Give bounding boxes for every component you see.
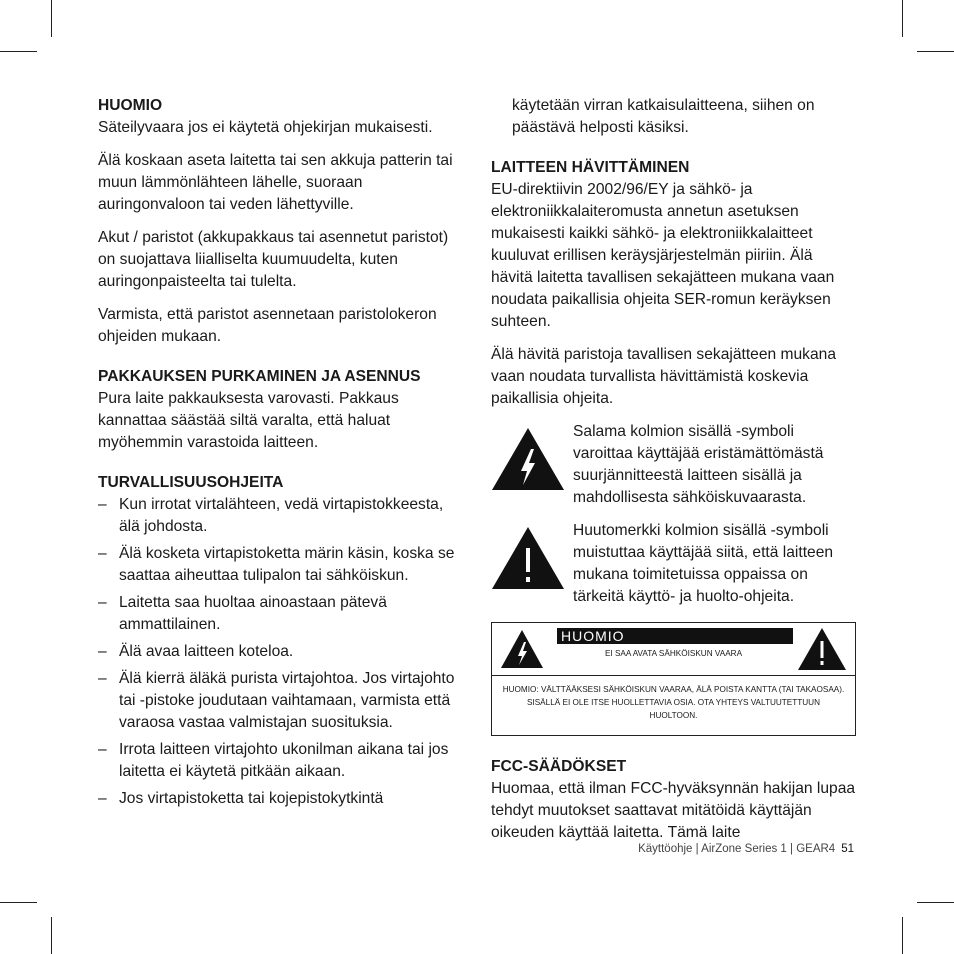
list-item-text: Kun irrotat virtalähteen, vedä virtapistokkeesta, älä johdosta.	[119, 496, 444, 535]
warning-bottom-text: HUOMIO: VÄLTTÄÄKSESI SÄHKÖISKUN VAARAA, ÄLÄ POISTA KANTTA (TAI TAKAOSAA). SISÄLLÄ EI OLE ITSE HUOLLETTAVIA OSIA. OTA YHTEYS VALTUUTETTUUN HUOLTOON.	[502, 685, 845, 720]
paragraph: Huomaa, että ilman FCC-hyväksynnän hakijan lupaa tehdyt muutokset saattavat mitätöidä käyttäjän oikeuden käyttää laitetta. Tämä laite	[491, 780, 856, 841]
list-item	[98, 668, 468, 734]
section-unpacking	[98, 366, 468, 454]
paragraph: Pura laite pakkauksesta varovasti. Pakkaus kannattaa säästää siltä varalta, että haluat myöhemmin varastoida laitteen.	[98, 390, 399, 451]
paragraph: Älä koskaan aseta laitetta tai sen akkuja patterin tai muun lämmönlähteen lähelle, suoraan auringonvaloon tai veden lähettyville.	[98, 152, 453, 213]
paragraph: Akut / paristot (akkupakkaus tai asennetut paristot) on suojattava liialliselta kuumuudelta, kuten auringonpaisteelta tai tulelta.	[98, 229, 449, 290]
paragraph: EU-direktiivin 2002/96/EY ja sähkö- ja elektroniikkalaiteromusta annetun asetuksen mukaisesti kaikki sähkö- ja elektroniikkalaitteet kuuluvat erillisen keräysjärjestelmän piiriin. Älä hävitä laitetta tavallisen sekajätteen mukana vaan noudata paikallisia ohjeita SER-romun keräyksen suhteen.	[491, 181, 835, 330]
dash-bullet: –	[98, 790, 107, 807]
heading-disposal: LAITTEEN HÄVITTÄMINEN	[491, 159, 690, 176]
lightning-triangle-icon	[491, 427, 565, 491]
crop-mark	[0, 902, 37, 903]
crop-mark	[0, 51, 37, 52]
list-item	[98, 592, 468, 636]
page-number: 51	[841, 843, 854, 855]
list-item	[98, 641, 468, 663]
crop-mark	[51, 0, 52, 37]
list-item-text: Älä avaa laitteen koteloa.	[119, 643, 294, 660]
dash-bullet: –	[98, 643, 107, 660]
crop-mark	[902, 0, 903, 37]
right-column	[491, 95, 856, 855]
continued-list-item-text: käytetään virran katkaisulaitteena, siihen on päästävä helposti käsiksi.	[512, 97, 815, 136]
list-item-text: Jos virtapistoketta tai kojepistokytkintä	[119, 790, 384, 807]
list-item	[98, 739, 468, 783]
page-footer	[638, 843, 854, 855]
warning-small-text: EI SAA AVATA SÄHKÖISKUN VAARA	[604, 649, 743, 658]
safety-list	[98, 494, 468, 810]
dash-bullet: –	[98, 496, 107, 513]
footer-text: Käyttöohje | AirZone Series 1 | GEAR4	[638, 843, 836, 855]
lightning-triangle-icon	[500, 629, 544, 669]
exclamation-symbol-block	[491, 520, 856, 608]
paragraph: Säteilyvaara jos ei käytetä ohjekirjan mukaisesti.	[98, 119, 433, 136]
list-item-text: Älä kosketa virtapistoketta märin käsin, koska se saattaa aiheuttaa tulipalon tai sähköiskun.	[119, 545, 455, 584]
paragraph: Älä hävitä paristoja tavallisen sekajätteen mukana vaan noudata turvallista hävittämistä koskevia paikallisia ohjeita.	[491, 346, 836, 407]
lightning-symbol-text: Salama kolmion sisällä -symboli varoittaa käyttäjää eristämättömästä suurjännitteestä laitteen sisällä ja mahdollisesta sähköiskuvaarasta.	[573, 423, 824, 506]
section-huomio	[98, 95, 468, 348]
lightning-symbol-block	[491, 421, 856, 509]
left-column	[98, 95, 468, 821]
list-item	[98, 788, 468, 810]
warning-label	[491, 622, 856, 736]
dash-bullet: –	[98, 670, 107, 687]
list-item-text: Älä kierrä äläkä purista virtajohtoa. Jos virtajohto tai -pistoke joudutaan vaihtamaan, varmista että varaosa vastaa valmistajan suosituksia.	[119, 670, 455, 731]
warning-label-top	[492, 623, 855, 676]
dash-bullet: –	[98, 545, 107, 562]
list-item-text: Laitetta saa huoltaa ainoastaan pätevä ammattilainen.	[119, 594, 387, 633]
warning-banner: HUOMIO	[557, 628, 793, 644]
exclamation-symbol-text: Huutomerkki kolmion sisällä -symboli muistuttaa käyttäjää siitä, että laitteen mukana toimitetuissa oppaissa on tärkeitä käyttö- ja huolto-ohjeita.	[573, 522, 834, 605]
list-item-text: Irrota laitteen virtajohto ukonilman aikana tai jos laitetta ei käytetä pitkään aikaan.	[119, 741, 449, 780]
dash-bullet: –	[98, 741, 107, 758]
heading-huomio: HUOMIO	[98, 97, 163, 114]
crop-mark	[917, 51, 954, 52]
crop-mark	[51, 917, 52, 954]
crop-mark	[917, 902, 954, 903]
list-item	[98, 494, 468, 538]
exclamation-triangle-icon	[491, 526, 565, 590]
list-item	[98, 543, 468, 587]
section-safety	[98, 472, 468, 810]
heading-safety: TURVALLISUUSOHJEITA	[98, 474, 284, 491]
exclamation-triangle-icon	[797, 627, 847, 671]
crop-mark	[902, 917, 903, 954]
heading-fcc: FCC-SÄÄDÖKSET	[491, 758, 627, 775]
dash-bullet: –	[98, 594, 107, 611]
paragraph: Varmista, että paristot asennetaan paristolokeron ohjeiden mukaan.	[98, 306, 437, 345]
heading-unpacking: PAKKAUKSEN PURKAMINEN JA ASENNUS	[98, 368, 421, 385]
